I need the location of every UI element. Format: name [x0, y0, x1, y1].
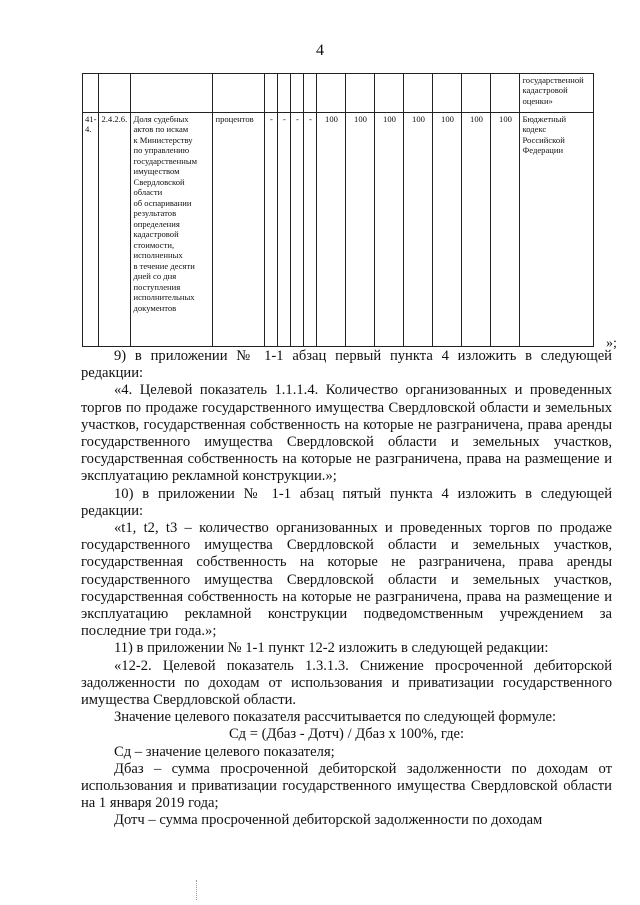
- table-row-41-4: [83, 113, 594, 347]
- table-cell-value: 100: [346, 113, 375, 347]
- page-number: 4: [316, 42, 324, 59]
- table-cell-value: 100: [462, 113, 491, 347]
- paragraph-item-10: 10) в приложении № 1-1 абзац пятый пункта 4 изложить в следующей редакции:: [81, 485, 612, 519]
- table-cell: [99, 74, 131, 113]
- table-cell: [278, 74, 291, 113]
- table-row-continued: [83, 74, 594, 113]
- table-cell-dash: -: [291, 113, 304, 347]
- table-cell: [213, 74, 265, 113]
- paragraph-item-11: 11) в приложении № 1-1 пункт 12-2 изложить в следующей редакции:: [114, 640, 549, 657]
- table-cell-dash: -: [304, 113, 317, 347]
- table-cell: [462, 74, 491, 113]
- paragraph-item-9: 9) в приложении № 1-1 абзац первый пункта 4 изложить в следующей редакции:: [81, 348, 612, 382]
- paragraph-quote-9: «4. Целевой показатель 1.1.1.4. Количество организованных и проведенных торгов по продаже государственного имущества Свердловской области и земельных участков, государственная собственность на которые не разграничена, права аренды государственного имущества Свердловской области и земельных участков, государственная собственность на которые не разграничена, права на размещение и эксплуатацию рекламной конструкции.»;: [81, 382, 612, 485]
- table-cell-document: Бюджетный кодекс Российской Федерации: [520, 113, 594, 347]
- table-cell: [291, 74, 304, 113]
- table-cell-document: государственной кадастровой оценки»: [520, 74, 594, 113]
- indicator-table: [82, 73, 594, 347]
- definition-sd: Сд – значение целевого показателя;: [114, 743, 335, 760]
- table-cell-value: 100: [491, 113, 520, 347]
- table-cell: [131, 74, 213, 113]
- closing-quote-mark: »;: [606, 336, 617, 351]
- table-cell: [491, 74, 520, 113]
- table-cell-value: 100: [375, 113, 404, 347]
- table-cell: [346, 74, 375, 113]
- table-cell-unit: процентов: [213, 113, 265, 347]
- paragraph-quote-10: «t1, t2, t3 – количество организованных и проведенных торгов по продаже государственного имущества Свердловской области и земельных участков, государственная собственность на которые не разграничена, права аренды государственного имущества Свердловской области и земельных участков, государственная собственность на которые не разграничена, права на размещение и эксплуатацию рекламной конструкции подведомственным учреждением за последние три года.»;: [81, 520, 612, 640]
- formula: Сд = (Дбаз - Дотч) / Дбаз х 100%, где:: [228, 726, 465, 743]
- definition-dotch: Дотч – сумма просроченной дебиторской задолженности по доходам: [114, 812, 543, 829]
- table-cell: [304, 74, 317, 113]
- table-cell-dash: -: [278, 113, 291, 347]
- table-cell-indicator-name: Доля судебных актов по искам к Министерству по управлению государственным имуществом Свердловской области об оспаривании результатов определения кадастровой стоимости, исполненных в течение десяти дней со дня поступления исполнительных документов: [131, 113, 213, 347]
- table-cell-dash: -: [265, 113, 278, 347]
- table-cell-value: 100: [317, 113, 346, 347]
- table-cell-number: 41-4.: [83, 113, 99, 347]
- table-cell-code: 2.4.2.6.: [99, 113, 131, 347]
- table-cell-value: 100: [404, 113, 433, 347]
- table-cell: [265, 74, 278, 113]
- table-cell-value: 100: [433, 113, 462, 347]
- table-cell: [375, 74, 404, 113]
- table-cell: [317, 74, 346, 113]
- table-cell: [433, 74, 462, 113]
- table-cell: [83, 74, 99, 113]
- paragraph-quote-11: «12-2. Целевой показатель 1.3.1.3. Снижение просроченной дебиторской задолженности по доходам от использования и приватизации государственного имущества Свердловской области.: [81, 657, 612, 709]
- scan-mark: [196, 880, 198, 900]
- table-cell: [404, 74, 433, 113]
- document-body: [81, 348, 612, 830]
- paragraph-calculation: Значение целевого показателя рассчитывается по следующей формуле:: [114, 709, 557, 726]
- definition-dbaz: Дбаз – сумма просроченной дебиторской задолженности по доходам от использования и приватизации государственного имущества Свердловской области на 1 января 2019 года;: [81, 760, 612, 812]
